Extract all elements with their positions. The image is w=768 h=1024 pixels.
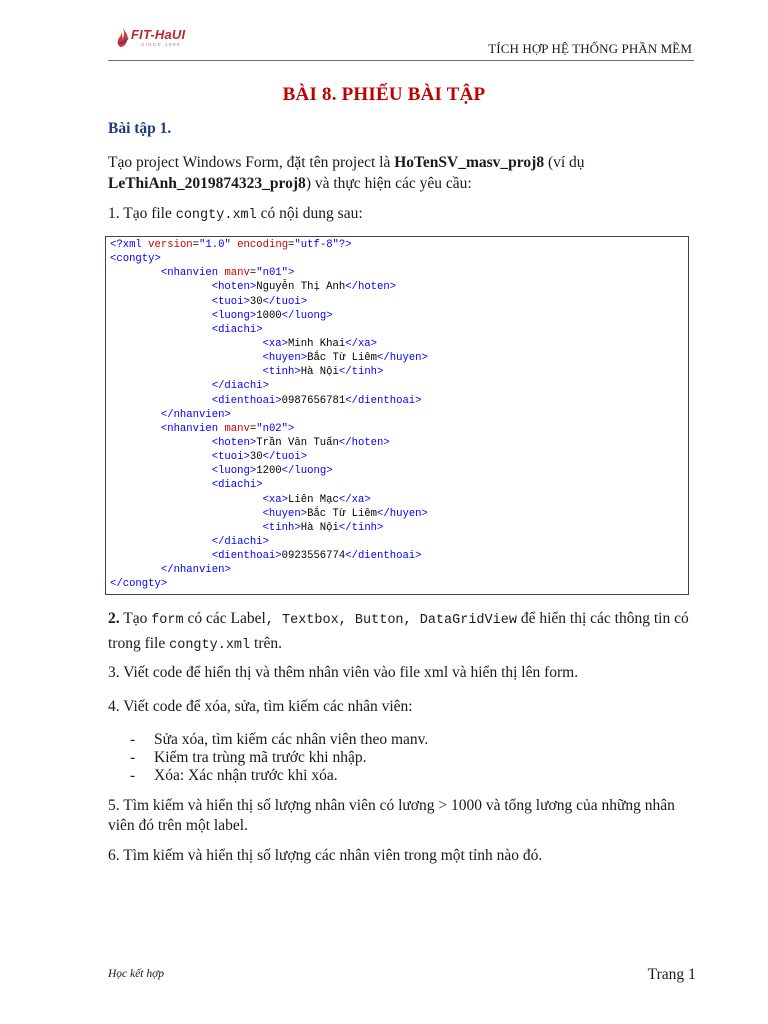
header-title: TÍCH HỢP HỆ THỐNG PHẦN MỀM: [488, 41, 692, 56]
header-divider: [108, 60, 694, 61]
page-number-value: 1: [688, 966, 696, 983]
code-line: <nhanvien manv="n02">: [160, 422, 295, 435]
step-5: 5. Tìm kiếm và hiển thị số lượng nhân viên có lương > 1000 và tổng lương của những nhân viên đó trên một label.: [108, 797, 675, 834]
code-line: </nhanvien>: [160, 408, 231, 421]
flame-icon: [116, 28, 130, 48]
inline-code: , Textbox, Button, DataGridView: [265, 613, 517, 628]
list-item-text: Kiểm tra trùng mã trước khi nhập.: [154, 749, 367, 766]
code-line: <tuoi>30</tuoi>: [211, 451, 308, 464]
logo-text: FIT-HaUI: [131, 27, 186, 42]
code-line: <hoten>Trần Văn Tuấn</hoten>: [211, 436, 390, 449]
code-line: <luong>1200</luong>: [211, 465, 333, 478]
project-name-example: LeThiAnh_2019874323_proj8: [108, 175, 306, 192]
code-line: </diachi>: [211, 535, 269, 548]
code-line: </congty>: [110, 578, 168, 591]
code-line: <diachi>: [211, 323, 263, 336]
step-3: 3. Viết code để hiển thị và thêm nhân viên vào file xml và hiển thị lên form.: [108, 664, 579, 681]
project-name-format: HoTenSV_masv_proj8: [394, 154, 545, 171]
code-line: <huyen>Bắc Từ Liêm</huyen>: [262, 507, 428, 520]
exercise-heading: Bài tập 1.: [108, 120, 172, 137]
intro-paragraph: [108, 152, 696, 194]
bullet-list: [130, 731, 428, 785]
code-line: </nhanvien>: [160, 564, 231, 577]
inline-code: congty.xml: [169, 638, 251, 653]
page-label: Trang: [647, 966, 685, 983]
step-text: Tạo: [119, 610, 152, 627]
code-line: <tinh>Hà Nội</tinh>: [262, 521, 384, 534]
code-line: <dienthoai>0923556774</dienthoai>: [211, 550, 422, 563]
list-item: - Kiểm tra trùng mã trước khi nhập.: [130, 749, 367, 766]
intro-text: (ví dụ: [544, 154, 585, 171]
document-title: BÀI 8. PHIẾU BÀI TẬP: [282, 84, 486, 105]
code-line: <luong>1000</luong>: [211, 309, 333, 322]
code-line: <tinh>Hà Nội</tinh>: [262, 366, 384, 379]
step-text: 1. Tạo file: [108, 205, 176, 222]
list-item: - Xóa: Xác nhận trước khi xóa.: [130, 767, 338, 784]
filename-code: congty.xml: [175, 208, 257, 223]
step-dot: .: [115, 610, 120, 627]
step-2: [108, 607, 696, 657]
intro-text: Tạo project Windows Form, đặt tên project là: [108, 154, 395, 171]
code-line: <congty>: [110, 253, 161, 266]
step-1: [108, 203, 696, 226]
code-line: <nhanvien manv="n01">: [160, 267, 295, 280]
code-line: <xa>Minh Khai</xa>: [262, 337, 378, 350]
code-line: <?xml version="1.0" encoding="utf-8"?>: [110, 239, 352, 251]
code-line: </diachi>: [211, 380, 269, 393]
page-number: [648, 966, 696, 984]
step-text: để hiển thị các thông tin có trong file: [108, 610, 689, 652]
list-item-text: Sửa xóa, tìm kiếm các nhân viên theo manv.: [154, 731, 429, 748]
step-6: 6. Tìm kiếm và hiển thị số lượng các nhân viên trong một tỉnh nào đó.: [108, 847, 543, 864]
code-line: <hoten>Nguyễn Thị Anh</hoten>: [211, 281, 397, 294]
logo-subtext: SINCE 1998: [141, 42, 182, 47]
footer-left: Học kết hợp: [108, 968, 164, 980]
code-line: <huyen>Bắc Từ Liêm</huyen>: [262, 352, 428, 365]
list-item: - Sửa xóa, tìm kiếm các nhân viên theo manv.: [130, 731, 429, 748]
step-text: có nội dung sau:: [256, 205, 363, 222]
code-line: <xa>Liên Mạc</xa>: [262, 493, 371, 506]
code-line: <diachi>: [211, 479, 263, 492]
fit-haui-logo: [116, 26, 196, 52]
page-header: [0, 0, 768, 62]
intro-text: ) và thực hiện các yêu cầu:: [305, 175, 472, 192]
xml-code-block: [105, 236, 689, 595]
step-4: 4. Viết code để xóa, sửa, tìm kiếm các nhân viên:: [108, 698, 413, 715]
code-line: <tuoi>30</tuoi>: [211, 295, 308, 308]
step-number: 2: [108, 610, 116, 627]
code-line: <dienthoai>0987656781</dienthoai>: [211, 394, 422, 407]
inline-code: form: [151, 613, 184, 628]
step-text: trên.: [250, 635, 282, 652]
step-text: có các Label: [183, 610, 266, 627]
list-item-text: Xóa: Xác nhận trước khi xóa.: [154, 767, 338, 784]
